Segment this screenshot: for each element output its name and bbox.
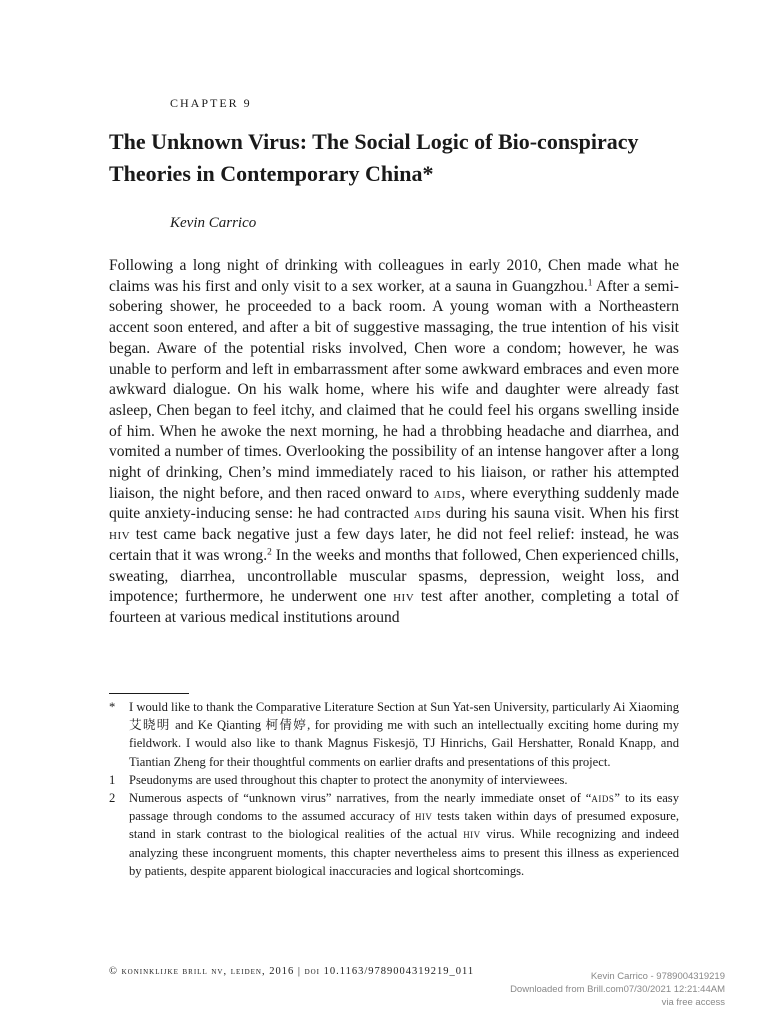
chapter-label: CHAPTER 9 [170, 96, 252, 110]
footnote-marker: * [109, 700, 116, 714]
footnote-text-b: ” to its easy passage through condoms to the assumed accuracy of [129, 791, 679, 824]
acronym-hiv: hiv [414, 809, 433, 824]
footnote-text: Pseudonyms are used throughout this chapter to protect the anonymity of interviewees. [129, 772, 568, 787]
acronym-aids: aids [433, 484, 462, 502]
footnote-star [109, 698, 679, 771]
footnote-ref-2[interactable]: 2 [267, 547, 272, 558]
footnote-text-d: virus. While recognizing and indeed analyzing these incongruent moments, this chapter nevertheless aims to present this illness as experienced by patients, despite apparent biological inaccuracies and logical shortcomings. [129, 827, 679, 878]
body-paragraph [109, 256, 679, 629]
watermark-line-1: Kevin Carrico - 9789004319219 [590, 971, 725, 982]
copyright-line: © koninklijke brill nv, leiden, 2016 | doi 10.1163/9789004319219_011 [109, 966, 475, 977]
footnote-marker: 2 [109, 791, 116, 806]
acronym-hiv: hiv [463, 827, 481, 842]
footnote-text-a: Numerous aspects of “unknown virus” narratives, from the nearly immediate onset of “ [129, 791, 592, 806]
footnote-ref-1[interactable]: 1 [587, 278, 593, 289]
watermark-line-3: via free access [661, 997, 725, 1008]
body-text-6: In the weeks and months that followed, Chen experienced chills, sweating, diarrhea, uncontrollable muscular spasms, depression, weight loss, and impotence; furthermore, he underwent one [109, 546, 679, 606]
body-text-2: After a semi-sobering shower, he proceeded to a back room. A young woman with a Northeastern accent soon entered, and after a bit of suggestive massaging, the true intention of his visit began. Aware of the potential risks involved, Chen wore a condom; however, he was unable to perform and left in embarrassment after some awkward embraces and even more awkward dialogue. On his walk home, where his wife and daughter were already fast asleep, Chen began to feel itchy, and claimed that he could feel his organs swelling inside of him. When he awoke the next morning, he had a throbbing headache and diarrhea, and vomited a number of times. Overlooking the possibility of an intense hangover after a long night of drinking, Chen’s mind immediately raced to his liaison, or rather his attempted liaison, the night before, and then raced onward to [109, 277, 679, 502]
body-text-3: , where everything suddenly made quite anxiety-inducing sense: he had contracted [109, 484, 679, 523]
footnote-marker: 1 [109, 772, 116, 787]
footnote-divider [109, 693, 189, 694]
footnote-1 [109, 771, 679, 789]
download-watermark [510, 970, 725, 1009]
acronym-aids: aids [591, 791, 615, 806]
chapter-title: The Unknown Virus: The Social Logic of Bio-conspiracy Theories in Contemporary China* [109, 129, 639, 186]
footnote-text-c: tests taken within days of presumed exposure, stand in stark contrast to the biological realities of the actual [129, 809, 679, 842]
body-text-5: test came back negative just a few days later, he did not feel relief: instead, he was certain that it was wrong. [109, 526, 679, 564]
acronym-hiv: hiv [393, 588, 415, 606]
author-name: Kevin Carrico [170, 215, 257, 231]
footnote-2 [109, 789, 679, 880]
acronym-aids: aids [413, 505, 442, 523]
footnotes [109, 698, 679, 880]
footnote-text: I would like to thank the Comparative Literature Section at Sun Yat-sen University, particularly Ai Xiaoming 艾晓明 and Ke Qianting 柯倩婷, for providing me with such an intellectually exciting home during my fieldwork. I would also like to thank Magnus Fiskesjö, TJ Hinrichs, Gail Hershatter, Ronald Knapp, and Tiantian Zheng for their thoughtful comments on earlier drafts and presentations of this project. [129, 700, 679, 769]
acronym-hiv: hiv [109, 526, 131, 544]
body-text-7: test after another, completing a total of fourteen at various medical institutions around [109, 588, 679, 626]
watermark-line-2: Downloaded from Brill.com07/30/2021 12:21:44AM [510, 984, 725, 995]
body-text-1: Following a long night of drinking with colleagues in early 2010, Chen made what he claims was his first and only visit to a sex worker, at a sauna in Guangzhou. [109, 257, 679, 295]
footnote-text [129, 789, 679, 880]
body-text-4: during his sauna visit. When his first [441, 505, 679, 523]
